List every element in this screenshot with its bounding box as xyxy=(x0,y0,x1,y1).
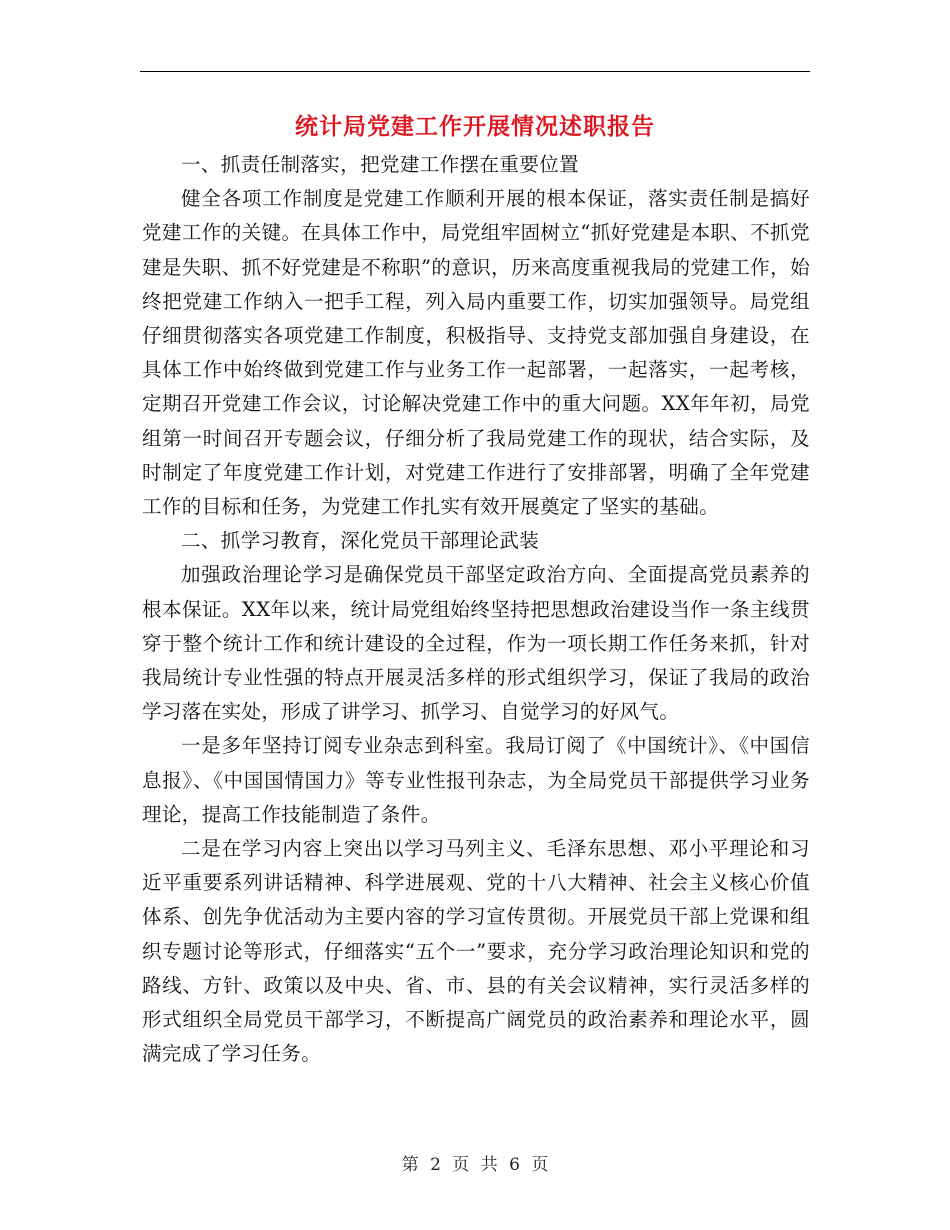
header-rule xyxy=(140,71,810,72)
page-number: 第 2 页 共 6 页 xyxy=(401,1155,549,1175)
paragraph-study-content: 二是在学习内容上突出以学习马列主义、毛泽东思想、邓小平理论和习近平重要系列讲话精神、科学进展观、党的十八大精神、社会主义核心价值体系、创先争优活动为主要内容的学习宣传贯彻。开展党员干部上党课和组织专题讨论等形式，仔细落实“五个一”要求，充分学习政治理论知识和党的路线、方针、政策以及中央、省、市、县的有关会议精神，实行灵活多样的形式组织全局党员干部学习，不断提高广阔党员的政治素养和理论水平，圆满完成了学习任务。 xyxy=(142,837,810,1066)
document-title: 统计局党建工作开展情况述职报告 xyxy=(295,113,655,140)
section-heading-1: 一、抓责任制落实，把党建工作摆在重要位置 xyxy=(181,153,580,176)
document-body xyxy=(142,148,810,1071)
paragraph-subscriptions: 一是多年坚持订阅专业杂志到科室。我局订阅了《中国统计》、《中国信息报》、《中国国情国力》等专业性报刊杂志，为全局党员干部提供学习业务理论，提高工作技能制造了条件。 xyxy=(142,734,810,826)
section-heading-2: 二、抓学习教育，深化党员干部理论武装 xyxy=(181,529,540,553)
paragraph-responsibility: 健全各项工作制度是党建工作顺利开展的根本保证，落实责任制是搞好党建工作的关键。在具体工作中，局党组牢固树立“抓好党建是本职、不抓党建是失职、抓不好党建是不称职”的意识，历来高度重视我局的党建工作，始终把党建工作纳入一把手工程，列入局内重要工作，切实加强领导。局党组仔细贯彻落实各项党建工作制度，积极指导、支持党支部加强自身建设，在具体工作中始终做到党建工作与业务工作一起部署，一起落实，一起考核，定期召开党建工作会议，讨论解决党建工作中的重大问题。XX年年初，局党组第一时间召开专题会议，仔细分析了我局党建工作的现状，结合实际，及时制定了年度党建工作计划，对党建工作进行了安排部署，明确了全年党建工作的目标和任务，为党建工作扎实有效开展奠定了坚实的基础。 xyxy=(142,187,810,519)
paragraph-study: 加强政治理论学习是确保党员干部坚定政治方向、全面提高党员素养的根本保证。XX年以来，统计局党组始终坚持把思想政治建设当作一条主线贯穿于整个统计工作和统计建设的全过程，作为一项长期工作任务来抓，针对我局统计专业性强的特点开展灵活多样的形式组织学习，保证了我局的政治学习落在实处，形成了讲学习、抓学习、自觉学习的好风气。 xyxy=(142,563,810,724)
